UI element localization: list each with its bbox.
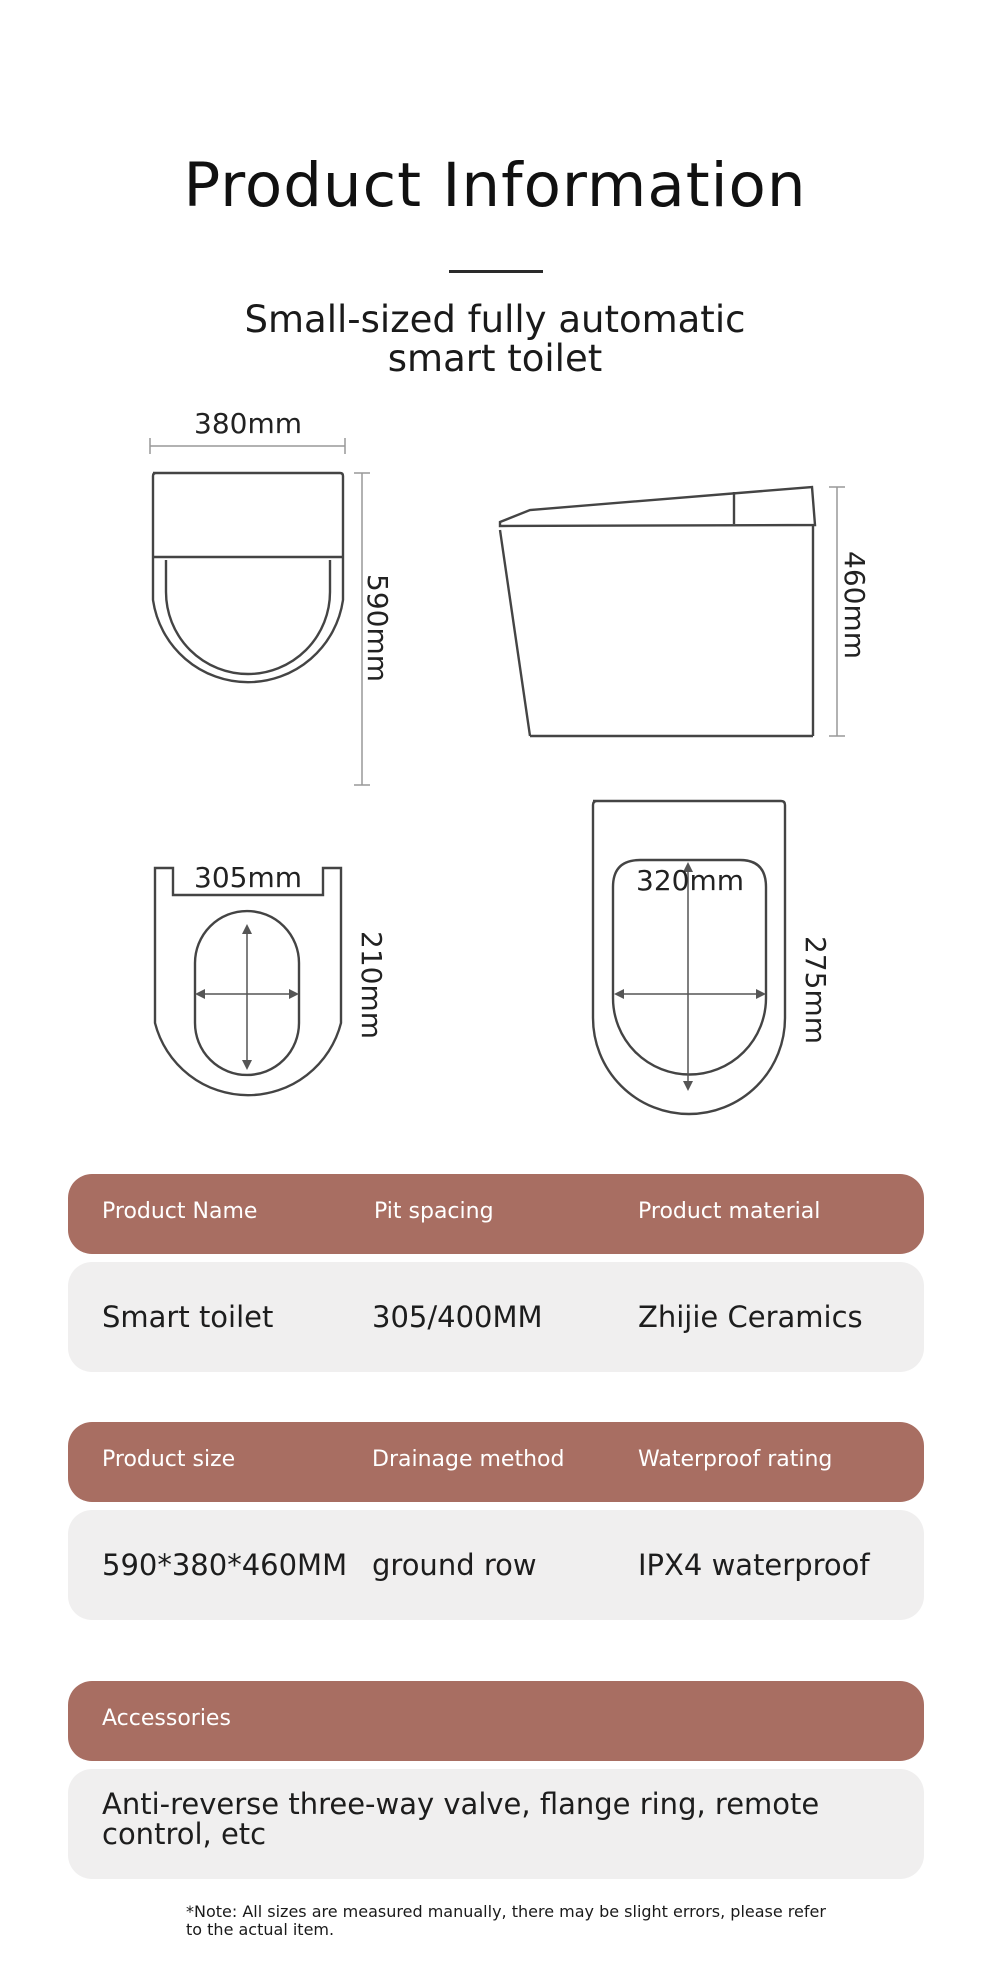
top-width-label: 380mm	[194, 407, 302, 440]
diagram-svg	[0, 400, 990, 1120]
top-view-outline	[153, 473, 343, 682]
spec-value-row	[68, 1510, 924, 1620]
dimension-diagrams	[0, 400, 990, 1120]
side-height-label: 460mm	[838, 551, 871, 659]
bowl-width-label: 320mm	[636, 864, 744, 897]
value-product-size: 590*380*460MM	[102, 1548, 348, 1582]
subtitle-line-1: Small-sized fully automatic	[244, 298, 746, 341]
spec-header-row	[68, 1422, 924, 1502]
value-waterproof-rating: IPX4 waterproof	[638, 1548, 870, 1582]
page-title: Product Information	[183, 150, 807, 221]
header-product-size: Product size	[102, 1447, 236, 1472]
spec-header-row	[68, 1174, 924, 1254]
seat-length-label: 210mm	[355, 931, 388, 1039]
header-accessories: Accessories	[102, 1706, 231, 1731]
header-pit-spacing: Pit spacing	[374, 1199, 494, 1224]
header-product-material: Product material	[638, 1199, 821, 1224]
spec-header-row	[68, 1681, 924, 1761]
bowl-view-outline	[593, 801, 785, 1114]
value-drainage-method: ground row	[372, 1548, 537, 1582]
spec-value-row	[68, 1769, 924, 1879]
value-product-name: Smart toilet	[102, 1300, 274, 1334]
bowl-length-label: 275mm	[799, 936, 832, 1044]
subtitle-line-2: smart toilet	[387, 337, 603, 380]
header-drainage-method: Drainage method	[372, 1447, 565, 1472]
header-product-name: Product Name	[102, 1199, 258, 1224]
side-view-outline	[500, 487, 815, 736]
header-waterproof-rating: Waterproof rating	[638, 1447, 833, 1472]
value-accessories: Anti-reverse three-way valve, flange ring, remote control, etc	[102, 1787, 820, 1851]
title-divider	[449, 270, 543, 273]
seat-width-label: 305mm	[194, 861, 302, 894]
page-subtitle	[0, 300, 990, 378]
value-pit-spacing: 305/400MM	[372, 1300, 543, 1334]
footnote: *Note: All sizes are measured manually, there may be slight errors, please refer to the actual item.	[186, 1902, 826, 1939]
top-length-label: 590mm	[361, 574, 394, 682]
spec-value-row	[68, 1262, 924, 1372]
value-product-material: Zhijie Ceramics	[638, 1300, 863, 1334]
